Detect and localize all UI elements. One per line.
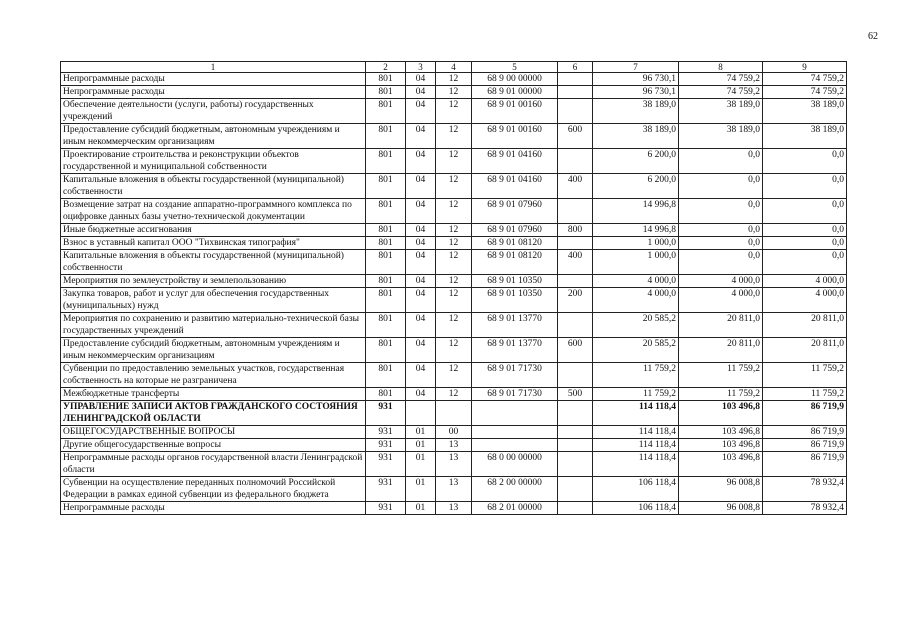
- expense-type-cell: [558, 452, 593, 477]
- budget-table: [60, 61, 847, 515]
- amount-year3-cell: 0,0: [763, 237, 847, 250]
- amount-year3-cell: 78 932,4: [763, 502, 847, 515]
- amount-year1-cell: 4 000,0: [593, 275, 679, 288]
- ministry-code-cell: 801: [366, 363, 406, 388]
- amount-year2-cell: 0,0: [679, 199, 763, 224]
- subsection-code-cell: 12: [436, 199, 472, 224]
- ministry-code-cell: 801: [366, 275, 406, 288]
- section-code-cell: 04: [406, 224, 436, 237]
- ministry-code-cell: 801: [366, 313, 406, 338]
- amount-year1-cell: 4 000,0: [593, 288, 679, 313]
- table-row: [61, 174, 847, 199]
- amount-year1-cell: 6 200,0: [593, 149, 679, 174]
- column-header: 9: [763, 62, 847, 73]
- expense-type-cell: [558, 477, 593, 502]
- amount-year2-cell: 20 811,0: [679, 338, 763, 363]
- amount-year1-cell: 14 996,8: [593, 199, 679, 224]
- amount-year3-cell: 86 719,9: [763, 439, 847, 452]
- amount-year1-cell: 1 000,0: [593, 250, 679, 275]
- amount-year2-cell: 0,0: [679, 149, 763, 174]
- subsection-code-cell: 12: [436, 288, 472, 313]
- target-article-cell: 68 9 01 04160: [472, 174, 558, 199]
- column-header: 3: [406, 62, 436, 73]
- amount-year2-cell: 4 000,0: [679, 288, 763, 313]
- amount-year3-cell: 0,0: [763, 149, 847, 174]
- expense-type-cell: [558, 439, 593, 452]
- ministry-code-cell: 801: [366, 149, 406, 174]
- expense-type-cell: [558, 73, 593, 86]
- row-name-cell: Капитальные вложения в объекты государственной (муниципальной) собственности: [61, 174, 366, 199]
- section-code-cell: 04: [406, 237, 436, 250]
- subsection-code-cell: 12: [436, 174, 472, 199]
- amount-year1-cell: 114 118,4: [593, 439, 679, 452]
- target-article-cell: 68 9 01 00160: [472, 124, 558, 149]
- column-header: 1: [61, 62, 366, 73]
- row-name-cell: Мероприятия по сохранению и развитию материально-технической базы государственных учреждений: [61, 313, 366, 338]
- subsection-code-cell: 13: [436, 477, 472, 502]
- target-article-cell: 68 9 01 13770: [472, 313, 558, 338]
- amount-year1-cell: 1 000,0: [593, 237, 679, 250]
- amount-year3-cell: 0,0: [763, 250, 847, 275]
- expense-type-cell: 600: [558, 124, 593, 149]
- target-article-cell: 68 9 01 10350: [472, 275, 558, 288]
- expense-type-cell: 500: [558, 388, 593, 401]
- column-header: 8: [679, 62, 763, 73]
- target-article-cell: 68 0 00 00000: [472, 452, 558, 477]
- amount-year2-cell: 0,0: [679, 250, 763, 275]
- amount-year1-cell: 6 200,0: [593, 174, 679, 199]
- expense-type-cell: [558, 99, 593, 124]
- expense-type-cell: [558, 199, 593, 224]
- target-article-cell: 68 9 01 71730: [472, 388, 558, 401]
- table-row: [61, 426, 847, 439]
- section-code-cell: 04: [406, 149, 436, 174]
- row-name-cell: Непрограммные расходы органов государственной власти Ленинградской области: [61, 452, 366, 477]
- subsection-code-cell: [436, 401, 472, 426]
- table-row: [61, 73, 847, 86]
- row-name-cell: Взнос в уставный капитал ООО "Тихвинская типография": [61, 237, 366, 250]
- subsection-code-cell: 13: [436, 439, 472, 452]
- expense-type-cell: [558, 86, 593, 99]
- amount-year1-cell: 38 189,0: [593, 124, 679, 149]
- subsection-code-cell: 12: [436, 86, 472, 99]
- expense-type-cell: [558, 426, 593, 439]
- table-row: [61, 199, 847, 224]
- column-header: 4: [436, 62, 472, 73]
- section-code-cell: 01: [406, 426, 436, 439]
- table-row: [61, 313, 847, 338]
- column-header: 6: [558, 62, 593, 73]
- table-row: [61, 502, 847, 515]
- amount-year3-cell: 20 811,0: [763, 338, 847, 363]
- amount-year3-cell: 78 932,4: [763, 477, 847, 502]
- ministry-code-cell: 801: [366, 199, 406, 224]
- expense-type-cell: 400: [558, 174, 593, 199]
- row-name-cell: Другие общегосударственные вопросы: [61, 439, 366, 452]
- amount-year2-cell: 0,0: [679, 237, 763, 250]
- table-row: [61, 86, 847, 99]
- target-article-cell: [472, 439, 558, 452]
- expense-type-cell: 200: [558, 288, 593, 313]
- amount-year1-cell: 11 759,2: [593, 388, 679, 401]
- row-name-cell: Субвенции на осуществление переданных полномочий Российской Федерации в рамках единой субвенции из федерального бюджета: [61, 477, 366, 502]
- table-row: [61, 124, 847, 149]
- ministry-code-cell: 801: [366, 338, 406, 363]
- section-code-cell: 01: [406, 477, 436, 502]
- amount-year1-cell: 96 730,1: [593, 73, 679, 86]
- ministry-code-cell: 801: [366, 73, 406, 86]
- row-name-cell: Иные бюджетные ассигнования: [61, 224, 366, 237]
- target-article-cell: 68 9 01 07960: [472, 199, 558, 224]
- table-row: [61, 338, 847, 363]
- header-row: [61, 62, 847, 73]
- target-article-cell: [472, 426, 558, 439]
- amount-year3-cell: 11 759,2: [763, 388, 847, 401]
- amount-year2-cell: 103 496,8: [679, 401, 763, 426]
- ministry-code-cell: 931: [366, 452, 406, 477]
- amount-year2-cell: 4 000,0: [679, 275, 763, 288]
- subsection-code-cell: 12: [436, 224, 472, 237]
- amount-year3-cell: 11 759,2: [763, 363, 847, 388]
- target-article-cell: 68 9 01 10350: [472, 288, 558, 313]
- subsection-code-cell: 12: [436, 149, 472, 174]
- table-row: [61, 452, 847, 477]
- row-name-cell: ОБЩЕГОСУДАРСТВЕННЫЕ ВОПРОСЫ: [61, 426, 366, 439]
- amount-year2-cell: 38 189,0: [679, 99, 763, 124]
- amount-year1-cell: 11 759,2: [593, 363, 679, 388]
- target-article-cell: [472, 401, 558, 426]
- amount-year3-cell: 74 759,2: [763, 86, 847, 99]
- section-code-cell: 04: [406, 388, 436, 401]
- subsection-code-cell: 00: [436, 426, 472, 439]
- table-row: [61, 149, 847, 174]
- amount-year2-cell: 96 008,8: [679, 477, 763, 502]
- row-name-cell: Закупка товаров, работ и услуг для обеспечения государственных (муниципальных) нужд: [61, 288, 366, 313]
- amount-year1-cell: 114 118,4: [593, 401, 679, 426]
- ministry-code-cell: 801: [366, 237, 406, 250]
- ministry-code-cell: 801: [366, 224, 406, 237]
- target-article-cell: 68 9 01 07960: [472, 224, 558, 237]
- expense-type-cell: [558, 275, 593, 288]
- amount-year1-cell: 106 118,4: [593, 502, 679, 515]
- target-article-cell: 68 9 01 00160: [472, 99, 558, 124]
- section-code-cell: 04: [406, 288, 436, 313]
- amount-year3-cell: 4 000,0: [763, 275, 847, 288]
- amount-year3-cell: 20 811,0: [763, 313, 847, 338]
- target-article-cell: 68 2 00 00000: [472, 477, 558, 502]
- expense-type-cell: [558, 502, 593, 515]
- target-article-cell: 68 9 01 13770: [472, 338, 558, 363]
- column-header: 7: [593, 62, 679, 73]
- section-code-cell: 04: [406, 86, 436, 99]
- ministry-code-cell: 801: [366, 86, 406, 99]
- subsection-code-cell: 12: [436, 338, 472, 363]
- amount-year2-cell: 103 496,8: [679, 452, 763, 477]
- amount-year3-cell: 38 189,0: [763, 99, 847, 124]
- row-name-cell: Мероприятия по землеустройству и землепользованию: [61, 275, 366, 288]
- amount-year3-cell: 38 189,0: [763, 124, 847, 149]
- ministry-code-cell: 801: [366, 99, 406, 124]
- subsection-code-cell: 12: [436, 250, 472, 275]
- section-code-cell: 01: [406, 502, 436, 515]
- ministry-code-cell: 801: [366, 124, 406, 149]
- section-code-cell: [406, 401, 436, 426]
- expense-type-cell: 400: [558, 250, 593, 275]
- target-article-cell: 68 9 01 04160: [472, 149, 558, 174]
- row-name-cell: Субвенции по предоставлению земельных участков, государственная собственность на которые не разграничена: [61, 363, 366, 388]
- row-name-cell: Межбюджетные трансферты: [61, 388, 366, 401]
- table-row: [61, 401, 847, 426]
- ministry-code-cell: 931: [366, 502, 406, 515]
- amount-year3-cell: 86 719,9: [763, 452, 847, 477]
- subsection-code-cell: 12: [436, 99, 472, 124]
- table-row: [61, 439, 847, 452]
- amount-year1-cell: 14 996,8: [593, 224, 679, 237]
- table-row: [61, 99, 847, 124]
- amount-year3-cell: 0,0: [763, 224, 847, 237]
- subsection-code-cell: 12: [436, 388, 472, 401]
- subsection-code-cell: 12: [436, 275, 472, 288]
- expense-type-cell: 800: [558, 224, 593, 237]
- expense-type-cell: [558, 363, 593, 388]
- section-code-cell: 04: [406, 363, 436, 388]
- table-row: [61, 250, 847, 275]
- ministry-code-cell: 801: [366, 288, 406, 313]
- table-row: [61, 363, 847, 388]
- amount-year1-cell: 38 189,0: [593, 99, 679, 124]
- section-code-cell: 01: [406, 439, 436, 452]
- amount-year2-cell: 38 189,0: [679, 124, 763, 149]
- row-name-cell: Проектирование строительства и реконструкции объектов государственной и муниципальной собственности: [61, 149, 366, 174]
- row-name-cell: Предоставление субсидий бюджетным, автономным учреждениям и иным некоммерческим организациям: [61, 338, 366, 363]
- amount-year2-cell: 103 496,8: [679, 426, 763, 439]
- section-code-cell: 04: [406, 124, 436, 149]
- section-code-cell: 04: [406, 250, 436, 275]
- row-name-cell: УПРАВЛЕНИЕ ЗАПИСИ АКТОВ ГРАЖДАНСКОГО СОСТОЯНИЯ ЛЕНИНГРАДСКОЙ ОБЛАСТИ: [61, 401, 366, 426]
- table-row: [61, 288, 847, 313]
- amount-year1-cell: 20 585,2: [593, 338, 679, 363]
- target-article-cell: 68 9 00 00000: [472, 73, 558, 86]
- subsection-code-cell: 12: [436, 237, 472, 250]
- target-article-cell: 68 9 01 71730: [472, 363, 558, 388]
- table-row: [61, 224, 847, 237]
- table-row: [61, 275, 847, 288]
- amount-year3-cell: 86 719,9: [763, 401, 847, 426]
- section-code-cell: 04: [406, 313, 436, 338]
- amount-year2-cell: 11 759,2: [679, 388, 763, 401]
- amount-year2-cell: 0,0: [679, 224, 763, 237]
- subsection-code-cell: 13: [436, 452, 472, 477]
- ministry-code-cell: 801: [366, 174, 406, 199]
- target-article-cell: 68 2 01 00000: [472, 502, 558, 515]
- amount-year1-cell: 96 730,1: [593, 86, 679, 99]
- expense-type-cell: 600: [558, 338, 593, 363]
- row-name-cell: Непрограммные расходы: [61, 73, 366, 86]
- section-code-cell: 04: [406, 174, 436, 199]
- expense-type-cell: [558, 401, 593, 426]
- expense-type-cell: [558, 313, 593, 338]
- amount-year1-cell: 114 118,4: [593, 452, 679, 477]
- section-code-cell: 04: [406, 338, 436, 363]
- subsection-code-cell: 13: [436, 502, 472, 515]
- expense-type-cell: [558, 237, 593, 250]
- expense-type-cell: [558, 149, 593, 174]
- row-name-cell: Возмещение затрат на создание аппаратно-программного комплекса по оцифровке данных базы учетно-технической документации: [61, 199, 366, 224]
- amount-year3-cell: 4 000,0: [763, 288, 847, 313]
- section-code-cell: 04: [406, 73, 436, 86]
- row-name-cell: Капитальные вложения в объекты государственной (муниципальной) собственности: [61, 250, 366, 275]
- table-row: [61, 388, 847, 401]
- section-code-cell: 04: [406, 275, 436, 288]
- amount-year1-cell: 20 585,2: [593, 313, 679, 338]
- row-name-cell: Непрограммные расходы: [61, 86, 366, 99]
- ministry-code-cell: 931: [366, 477, 406, 502]
- amount-year2-cell: 96 008,8: [679, 502, 763, 515]
- amount-year3-cell: 0,0: [763, 174, 847, 199]
- row-name-cell: Непрограммные расходы: [61, 502, 366, 515]
- target-article-cell: 68 9 01 08120: [472, 250, 558, 275]
- target-article-cell: 68 9 01 00000: [472, 86, 558, 99]
- row-name-cell: Обеспечение деятельности (услуги, работы) государственных учреждений: [61, 99, 366, 124]
- amount-year1-cell: 114 118,4: [593, 426, 679, 439]
- amount-year3-cell: 86 719,9: [763, 426, 847, 439]
- column-header: 5: [472, 62, 558, 73]
- table-row: [61, 237, 847, 250]
- amount-year2-cell: 74 759,2: [679, 73, 763, 86]
- section-code-cell: 01: [406, 452, 436, 477]
- subsection-code-cell: 12: [436, 124, 472, 149]
- ministry-code-cell: 931: [366, 401, 406, 426]
- column-header: 2: [366, 62, 406, 73]
- section-code-cell: 04: [406, 99, 436, 124]
- subsection-code-cell: 12: [436, 313, 472, 338]
- ministry-code-cell: 801: [366, 388, 406, 401]
- ministry-code-cell: 931: [366, 439, 406, 452]
- table-row: [61, 477, 847, 502]
- ministry-code-cell: 801: [366, 250, 406, 275]
- table-body: [61, 73, 847, 515]
- row-name-cell: Предоставление субсидий бюджетным, автономным учреждениям и иным некоммерческим организациям: [61, 124, 366, 149]
- amount-year3-cell: 74 759,2: [763, 73, 847, 86]
- amount-year2-cell: 0,0: [679, 174, 763, 199]
- ministry-code-cell: 931: [366, 426, 406, 439]
- amount-year2-cell: 20 811,0: [679, 313, 763, 338]
- amount-year3-cell: 0,0: [763, 199, 847, 224]
- target-article-cell: 68 9 01 08120: [472, 237, 558, 250]
- subsection-code-cell: 12: [436, 73, 472, 86]
- amount-year2-cell: 74 759,2: [679, 86, 763, 99]
- amount-year2-cell: 103 496,8: [679, 439, 763, 452]
- subsection-code-cell: 12: [436, 363, 472, 388]
- amount-year2-cell: 11 759,2: [679, 363, 763, 388]
- amount-year1-cell: 106 118,4: [593, 477, 679, 502]
- section-code-cell: 04: [406, 199, 436, 224]
- page-number: 62: [868, 31, 878, 42]
